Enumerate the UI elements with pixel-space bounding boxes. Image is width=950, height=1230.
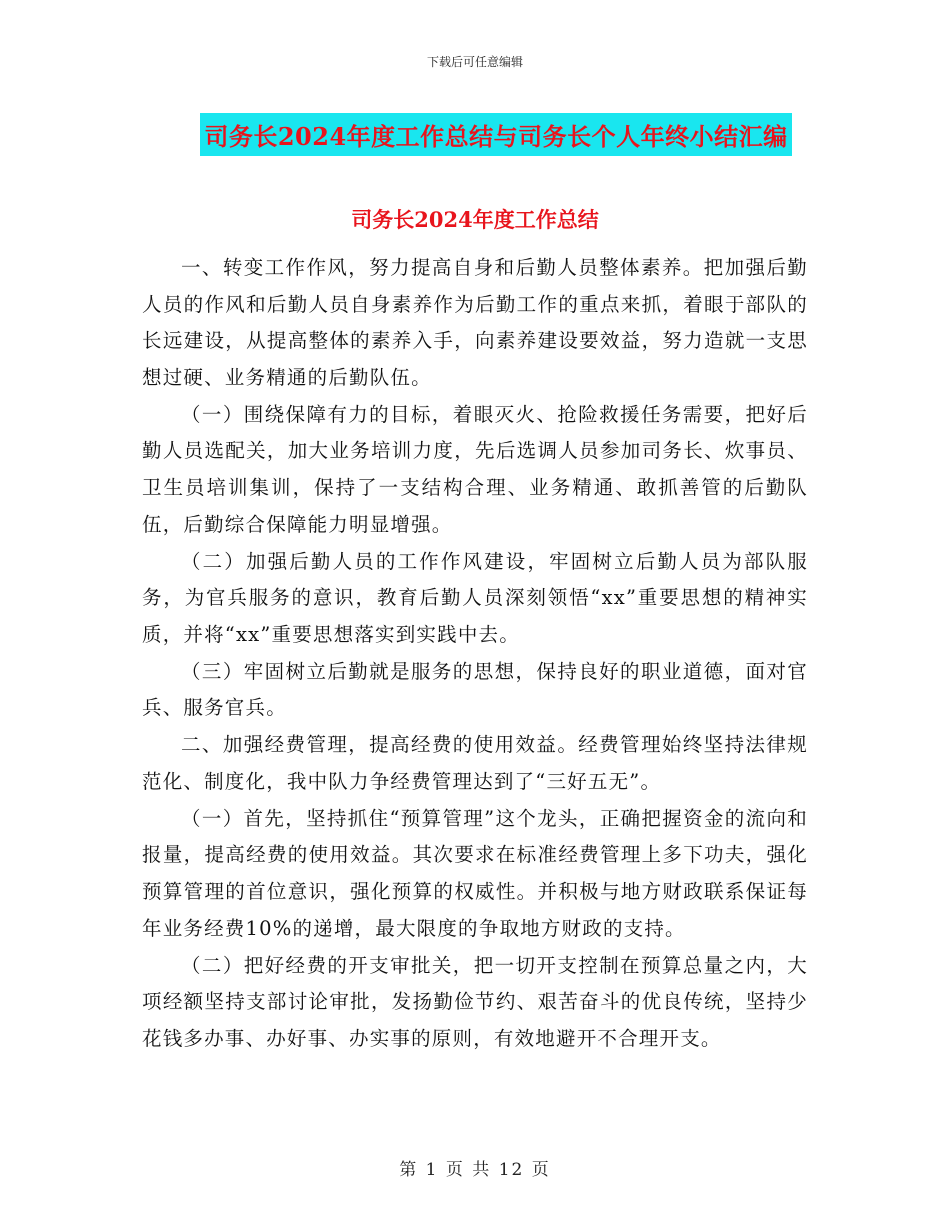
paragraph: （一）首先，坚持抓住“预算管理”这个龙头，正确把握资金的流向和报量，提高经费的使用效益。其次要求在标准经费管理上多下功夫，强化预算管理的首位意识，强化预算的权威性。并积极与地方财政联系保证每年业务经费10%的递增，最大限度的争取地方财政的支持。 [142,806,808,940]
paragraph: 二、加强经费管理，提高经费的使用效益。经费管理始终坚持法律规范化、制度化，我中队力争经费管理达到了“三好五无”。 [142,733,808,793]
paragraph: （二）加强后勤人员的工作作风建设，牢固树立后勤人员为部队服务，为官兵服务的意识，教育后勤人员深刻领悟“xx”重要思想的精神实质，并将“xx”重要思想落实到实践中去。 [142,549,808,646]
paragraph: （二）把好经费的开支审批关，把一切开支控制在预算总量之内，大项经额坚持支部讨论审批，发扬勤俭节约、艰苦奋斗的优良传统，坚持少花钱多办事、办好事、办实事的原则，有效地避开不合理开支。 [142,953,808,1050]
page-header-note: 下载后可任意编辑 [426,55,523,69]
document-main-title: 司务长2024年度工作总结与司务长个人年终小结汇编 [200,113,791,156]
paragraph: （三）牢固树立后勤就是服务的思想，保持良好的职业道德，面对官兵、服务官兵。 [142,659,808,720]
paragraph: 一、转变工作作风，努力提高自身和后勤人员整体素养。把加强后勤人员的作风和后勤人员自身素养作为后勤工作的重点来抓，着眼于部队的长远建设，从提高整体的素养入手，向素养建设要效益，努力造就一支思想过硬、业务精通的后勤队伍。 [142,256,808,389]
paragraph: （一）围绕保障有力的目标，着眼灭火、抢险救援任务需要，把好后勤人员选配关，加大业务培训力度，先后选调人员参加司务长、炊事员、卫生员培训集训，保持了一支结构合理、业务精通、敢抓善管的后勤队伍，后勤综合保障能力明显增强。 [142,402,808,536]
document-body [142,250,808,1058]
page-footer: 第 1 页 共 12 页 [399,1160,551,1180]
section-title: 司务长2024年度工作总结 [351,207,599,232]
main-title-container [0,113,950,156]
